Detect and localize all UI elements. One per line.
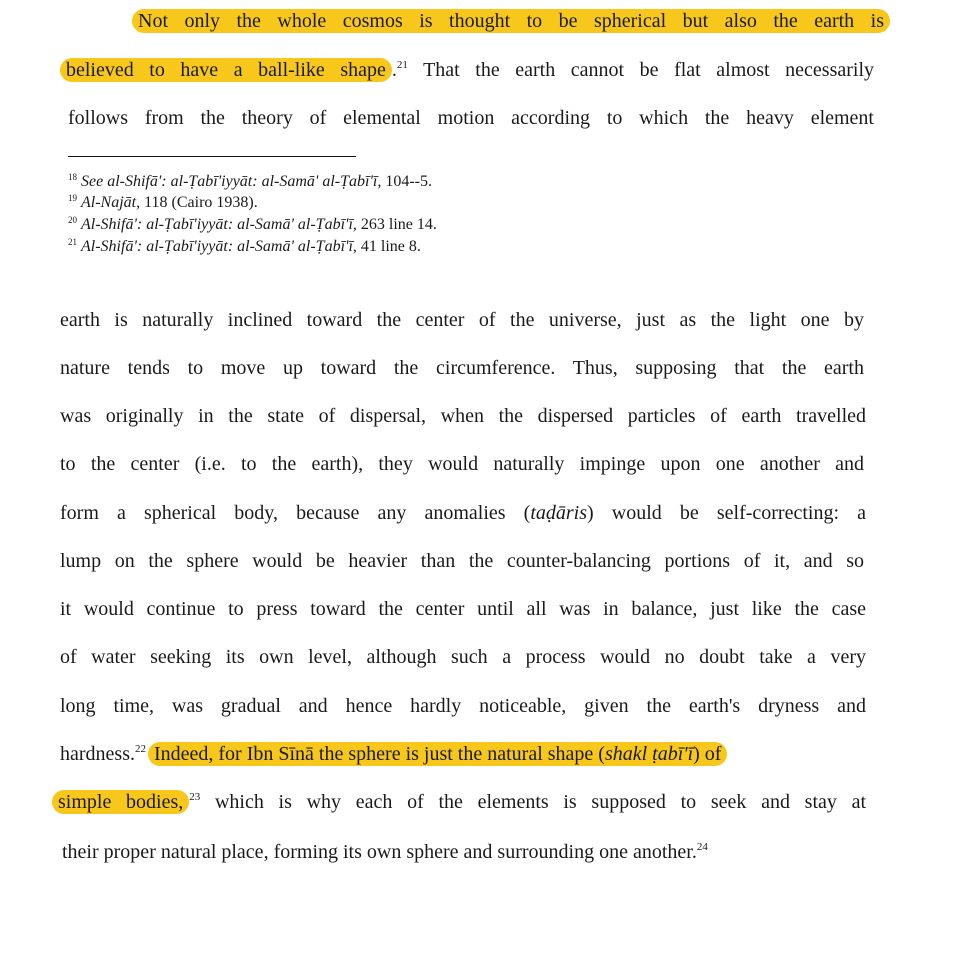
- body-text: form a spherical body, because any anomalies (: [60, 502, 531, 524]
- punctuation: .: [391, 59, 397, 81]
- italic-term: shakl ṭabī'ī: [604, 743, 694, 765]
- footnote-ref[interactable]: 24: [696, 841, 708, 853]
- main-line-12: [62, 840, 872, 864]
- body-text: follows from the theory of elemental motion according to which the heavy element: [68, 107, 874, 129]
- footnote-number: 18: [68, 172, 77, 182]
- body-text: earth is naturally inclined toward the center of the universe, just as the light one by: [60, 309, 864, 331]
- top-line-2: [60, 58, 874, 82]
- body-text: lump on the sphere would be heavier than the counter-balancing portions of it, and so: [60, 550, 864, 572]
- footnote-number: 20: [68, 215, 77, 225]
- body-text: their proper natural place, forming its own sphere and surrounding one another.: [62, 841, 697, 863]
- main-line-4: [60, 452, 864, 476]
- footnote-18: [68, 172, 432, 191]
- top-line-1: [132, 9, 890, 33]
- highlighted-passage: simple bodies,: [52, 790, 189, 814]
- top-line-3: [68, 106, 874, 130]
- footnote-citation: Al-Shifā': al-Ṭabī'iyyāt: al-Samā' al-Ṭabī'ī,: [81, 216, 357, 233]
- body-text: That the earth cannot be flat almost necessarily: [407, 59, 874, 81]
- body-text: was originally in the state of dispersal, when the dispersed particles of earth travelled: [60, 405, 866, 427]
- body-text: to the center (i.e. to the earth), they would naturally impinge upon one another and: [60, 453, 864, 475]
- body-text: hardness.: [60, 743, 135, 765]
- highlighted-passage: [148, 742, 727, 766]
- body-text: it would continue to press toward the center until all was in balance, just like the case: [60, 598, 866, 620]
- highlighted-passage: Not only the whole cosmos is thought to be spherical but also the earth is: [132, 9, 890, 33]
- footnote-number: 19: [68, 193, 77, 203]
- highlight-text: Indeed, for Ibn Sīnā the sphere is just the natural shape (: [153, 743, 605, 765]
- highlighted-passage: believed to have a ball-like shape: [60, 58, 392, 82]
- footnote-pages: 263 line 14.: [356, 216, 437, 233]
- italic-term: taḍāris: [530, 502, 587, 524]
- body-text: nature tends to move up toward the circumference. Thus, supposing that the earth: [60, 357, 864, 379]
- main-line-3: [60, 404, 866, 428]
- footnote-citation: Al-Najāt,: [81, 194, 141, 211]
- footnote-20: [68, 215, 437, 234]
- main-line-5: [60, 501, 866, 525]
- main-line-2: [60, 356, 864, 380]
- highlight-text: ) of: [693, 743, 722, 765]
- body-text: ) would be self-correcting: a: [587, 502, 866, 524]
- footnote-pages: 104--5.: [381, 173, 432, 190]
- footnote-citation: See al-Shifā': al-Ṭabī'iyyāt: al-Samā' al-Ṭabī'ī,: [81, 173, 382, 190]
- footnote-pages: 118 (Cairo 1938).: [140, 194, 258, 211]
- main-line-8: [60, 645, 866, 669]
- main-line-10: [60, 742, 868, 766]
- main-line-1: [60, 308, 864, 332]
- footnote-21: [68, 237, 421, 256]
- footnote-number: 21: [68, 237, 77, 247]
- footnote-ref[interactable]: 21: [396, 59, 408, 71]
- main-line-9: [60, 694, 866, 718]
- footnote-ref[interactable]: 23: [189, 791, 201, 803]
- body-text: long time, was gradual and hence hardly noticeable, given the earth's dryness and: [60, 695, 866, 717]
- body-text: which is why each of the elements is supposed to seek and stay at: [200, 791, 867, 813]
- footnote-divider: [68, 156, 356, 157]
- footnote-pages: 41 line 8.: [356, 238, 421, 255]
- body-text: of water seeking its own level, although such a process would no doubt take a very: [60, 646, 866, 668]
- footnote-ref[interactable]: 22: [134, 743, 146, 755]
- footnote-citation: Al-Shifā': al-Ṭabī'iyyāt: al-Samā' al-Ṭabī'ī,: [81, 238, 357, 255]
- main-line-11: [52, 790, 866, 814]
- footnote-19: [68, 193, 258, 212]
- main-line-6: [60, 549, 864, 573]
- main-line-7: [60, 597, 866, 621]
